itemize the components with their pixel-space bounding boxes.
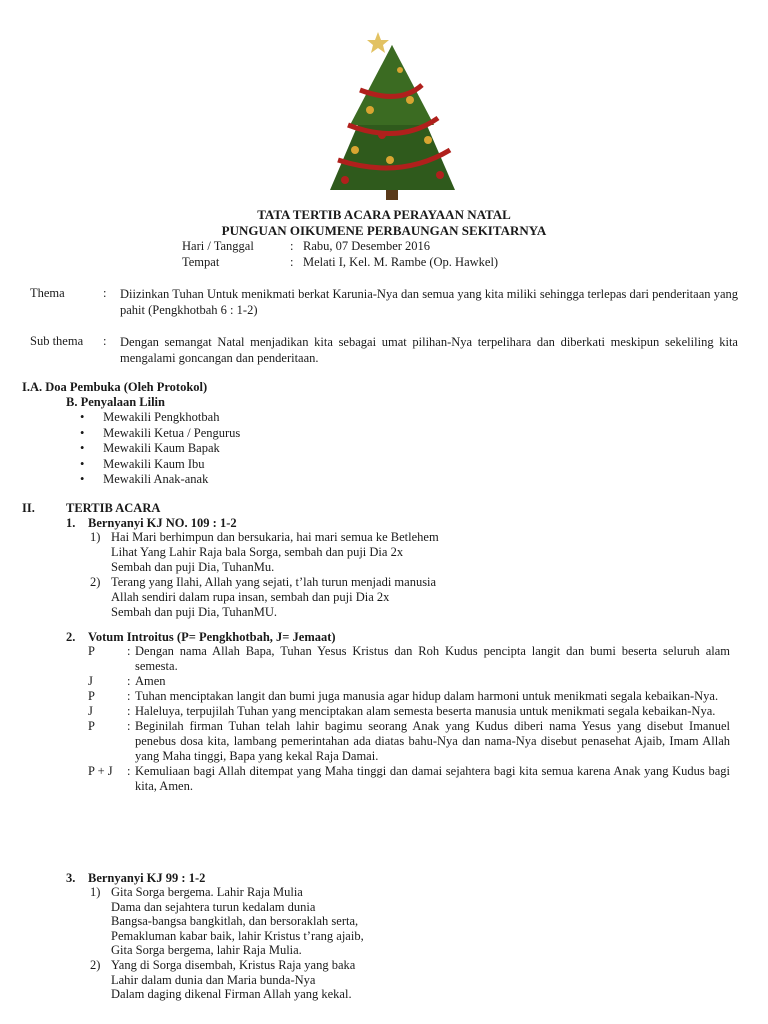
verse-number: 2) bbox=[90, 575, 101, 589]
item-1-title: Bernyanyi KJ NO. 109 : 1-2 bbox=[88, 516, 237, 530]
lyric-line: Sembah dan puji Dia, TuhanMu. bbox=[111, 560, 275, 574]
item-1-number: 1. bbox=[66, 516, 76, 530]
section-1a-heading: I.A. Doa Pembuka (Oleh Protokol) bbox=[22, 380, 208, 394]
song-1-lyrics bbox=[90, 530, 439, 620]
lyric-line: Lihat Yang Lahir Raja bala Sorga, sembah dan puji Dia 2x bbox=[111, 545, 404, 559]
item-2-title: Votum Introitus (P= Pengkhotbah, J= Jemaat) bbox=[88, 630, 336, 644]
item-3-number: 3. bbox=[66, 871, 76, 885]
lyric-line: Dalam daging dikenal Firman Allah yang kekal. bbox=[111, 987, 352, 1002]
lyric-line: Lahir dalam dunia dan Maria bunda-Nya bbox=[111, 972, 316, 987]
section-2-number: II. bbox=[22, 501, 35, 515]
section-1b-heading: B. Penyalaan Lilin bbox=[66, 395, 165, 409]
lyric-line: Bangsa-bangsa bangkitlah, dan bersoraklah serta, bbox=[111, 914, 359, 929]
lyric-line: Gita Sorga bergema. Lahir Raja Mulia bbox=[111, 885, 303, 899]
song-2-lyrics bbox=[90, 885, 364, 1002]
colon: : bbox=[290, 239, 294, 253]
speaker: J bbox=[88, 704, 93, 718]
dialogue-text: Kemuliaan bagi Allah ditempat yang Maha tinggi dan damai sejahtera bagi kita semua karena Anak yang Kudus bagi kita, Amen. bbox=[135, 764, 730, 793]
list-item: • Mewakili Pengkhotbah bbox=[80, 410, 220, 424]
theme-text: Diizinkan Tuhan Untuk menikmati berkat Karunia-Nya dan semua yang kita miliki sehingga terlepas dari penderitaan yang pahit (Pengkhotbah 6 : 1-2) bbox=[120, 287, 738, 317]
star-icon bbox=[367, 32, 389, 53]
christmas-tree-image bbox=[310, 30, 475, 205]
colon: : bbox=[103, 286, 107, 300]
lyric-line: Sembah dan puji Dia, TuhanMU. bbox=[111, 605, 277, 619]
verse-number: 1) bbox=[90, 885, 101, 899]
dialogue-text: Amen bbox=[135, 674, 166, 688]
colon: : bbox=[127, 644, 131, 658]
dialogue-text: Haleluya, terpujilah Tuhan yang menciptakan alam semesta beserta manusia untuk menikmati segala kebaikan-Nya. bbox=[135, 704, 716, 718]
list-item-text: Mewakili Pengkhotbah bbox=[103, 410, 220, 424]
theme-label: Thema bbox=[30, 286, 65, 300]
dialogue-text: Beginilah firman Tuhan telah lahir bagimu seorang Anak yang Kudus diberi nama Yesus yang disebut Imanuel penebus dosa kita, lambang pemerintahan ada diatas bahu-Nya dan nama-Nya disebut penasehat Ajaib, Imam Allah yang Maha tinggi, Bapa yang kekal Raja Damai. bbox=[135, 719, 730, 763]
lyric-line: Hai Mari berhimpun dan bersukaria, hai mari semua ke Betlehem bbox=[111, 530, 439, 544]
colon: : bbox=[290, 255, 294, 269]
lyric-line: Pemakluman kabar baik, lahir Kristus t’rang ajaib, bbox=[111, 928, 364, 943]
list-item: • Mewakili Kaum Ibu bbox=[80, 456, 205, 471]
list-item-text: Mewakili Kaum Ibu bbox=[103, 456, 205, 471]
colon: : bbox=[127, 704, 131, 718]
speaker: P bbox=[88, 689, 95, 703]
dialogue-row bbox=[88, 689, 730, 704]
item-3-title: Bernyanyi KJ 99 : 1-2 bbox=[88, 871, 206, 885]
speaker: J bbox=[88, 674, 93, 688]
lyric-line: Terang yang Ilahi, Allah yang sejati, t’lah turun menjadi manusia bbox=[111, 575, 437, 589]
verse-number: 1) bbox=[90, 530, 101, 544]
verse bbox=[90, 575, 439, 620]
colon: : bbox=[127, 674, 131, 688]
doc-subtitle: PUNGUAN OIKUMENE PERBAUNGAN SEKITARNYA bbox=[221, 223, 547, 238]
dialogue-text: Tuhan menciptakan langit dan bumi juga manusia agar hidup dalam harmoni untuk menikmati segala kebaikan-Nya. bbox=[135, 689, 719, 703]
verse bbox=[90, 530, 439, 575]
list-item: • Mewakili Kaum Bapak bbox=[80, 441, 220, 455]
lyric-line: Dama dan sejahtera turun kedalam dunia bbox=[111, 899, 316, 914]
place-label: Tempat bbox=[182, 255, 220, 269]
lyric-line: Allah sendiri dalam rupa insan, sembah dan puji Dia 2x bbox=[111, 590, 390, 604]
colon: : bbox=[127, 719, 131, 733]
item-2-number: 2. bbox=[66, 630, 76, 644]
list-item: • Mewakili Anak-anak bbox=[80, 472, 209, 486]
list-item-text: Mewakili Anak-anak bbox=[103, 472, 209, 486]
list-item-text: Mewakili Kaum Bapak bbox=[103, 441, 220, 455]
colon: : bbox=[127, 764, 131, 778]
place-value: Melati I, Kel. M. Rambe (Op. Hawkel) bbox=[303, 255, 499, 269]
list-item: • Mewakili Ketua / Pengurus bbox=[80, 425, 241, 440]
speaker: P bbox=[88, 644, 95, 658]
votum-dialogue bbox=[88, 644, 730, 794]
date-label: Hari / Tanggal bbox=[182, 239, 254, 253]
dialogue-row bbox=[88, 644, 730, 674]
speaker: P bbox=[88, 719, 95, 733]
subtheme-label: Sub thema bbox=[30, 334, 84, 348]
date-value: Rabu, 07 Desember 2016 bbox=[303, 239, 431, 253]
subtheme-text: Dengan semangat Natal menjadikan kita sebagai umat pilihan-Nya terpelihara dan diberkati meskipun sekeliling kita mengalami goncangan dan penderitaan. bbox=[120, 335, 738, 365]
doc-title: TATA TERTIB ACARA PERAYAAN NATAL bbox=[257, 207, 511, 222]
section-2-heading: TERTIB ACARA bbox=[66, 501, 161, 515]
colon: : bbox=[127, 689, 131, 703]
verse bbox=[90, 958, 364, 1002]
lyric-line: Yang di Sorga disembah, Kristus Raja yang baka bbox=[111, 957, 356, 972]
lyric-line: Gita Sorga bergema, lahir Raja Mulia. bbox=[111, 943, 302, 958]
candle-list bbox=[80, 410, 240, 488]
speaker: P + J bbox=[88, 764, 113, 778]
dialogue-text: Dengan nama Allah Bapa, Tuhan Yesus Kristus dan Roh Kudus pencipta langit dan bumi beserta seluruh alam semesta. bbox=[135, 644, 730, 673]
list-item-text: Mewakili Ketua / Pengurus bbox=[103, 425, 241, 440]
dialogue-row bbox=[88, 674, 730, 689]
dialogue-row bbox=[88, 764, 730, 794]
verse-number: 2) bbox=[90, 957, 101, 972]
dialogue-row bbox=[88, 704, 730, 719]
colon: : bbox=[103, 334, 107, 348]
verse bbox=[90, 885, 364, 958]
dialogue-row bbox=[88, 719, 730, 764]
